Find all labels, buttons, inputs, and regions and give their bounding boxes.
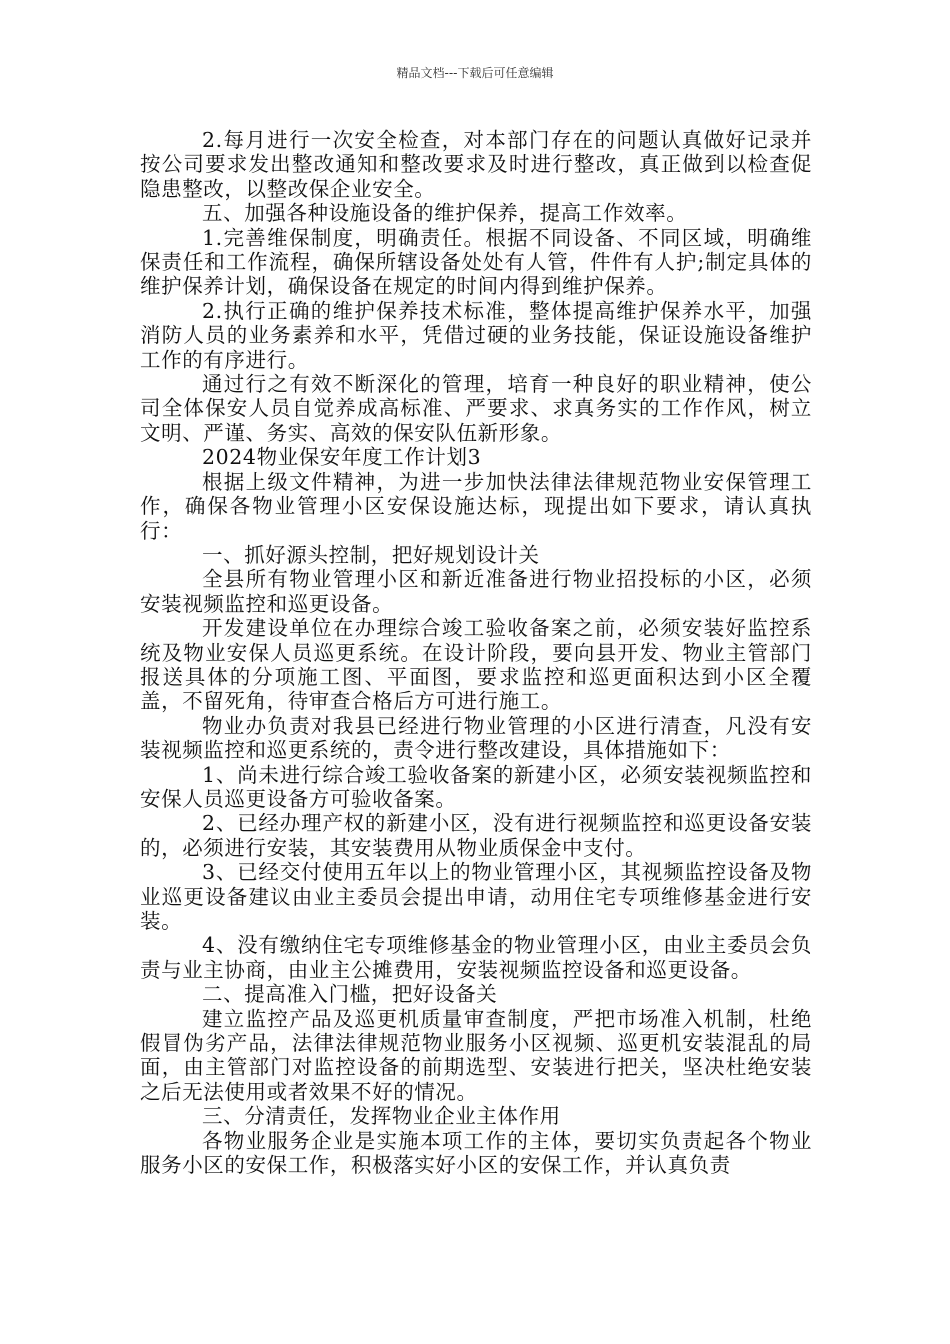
section-heading: 三、分清责任，发挥物业企业主体作用 [202,1104,561,1129]
section-heading: 五、加强各种设施设备的维护保养，提高工作效率。 [202,201,688,226]
paragraph: 2.每月进行一次安全检查，对本部门存在的问题认真做好记录并按公司要求发出整改通知和整改要求及时进行整改，真正做到以检查促隐患整改，以整改保企业安全。 [140,128,812,201]
paragraph: 开发建设单位在办理综合竣工验收备案之前，必须安装好监控系统及物业安保人员巡更系统。在设计阶段，要向县开发、物业主管部门报送具体的分项施工图、平面图，要求监控和巡更面积达到小区全覆盖，不留死角，待审查合格后方可进行施工。 [140,616,812,714]
paragraph: 物业办负责对我县已经进行物业管理的小区进行清查，凡没有安装视频监控和巡更系统的，责令进行整改建设，具体措施如下： [140,713,812,763]
section-heading: 一、抓好源头控制，把好规划设计关 [202,542,540,567]
paragraph: 1.完善维保制度，明确责任。根据不同设备、不同区域，明确维保责任和工作流程，确保所辖设备处处有人管，件件有人护;制定具体的维护保养计划，确保设备在规定的时间内得到维护保养。 [140,225,812,299]
list-item: 1、尚未进行综合竣工验收备案的新建小区，必须安装视频监控和安保人员巡更设备方可验收备案。 [140,762,812,811]
list-item: 2、已经办理产权的新建小区，没有进行视频监控和巡更设备安装的，必须进行安装，其安装费用从物业质保金中支付。 [140,811,812,860]
list-item: 4、没有缴纳住宅专项维修基金的物业管理小区，由业主委员会负责与业主协商，由业主公摊费用，安装视频监控设备和巡更设备。 [140,933,812,982]
paragraph: 各物业服务企业是实施本项工作的主体，要切实负责起各个物业服务小区的安保工作，积极落实好小区的安保工作，并认真负责 [140,1128,812,1178]
paragraph: 2.执行正确的维护保养技术标准，整体提高维护保养水平，加强消防人员的业务素养和水平，凭借过硬的业务技能，保证设施设备维护工作的有序进行。 [140,298,812,372]
paragraph: 建立监控产品及巡更机质量审查制度，严把市场准入机制，杜绝假冒伪劣产品，法律法律规范物业服务小区视频、巡更机安装混乱的局面，由主管部门对监控设备的前期选型、安装进行把关，坚决杜绝安装之后无法使用或者效果不好的情况。 [140,1006,812,1104]
paragraph: 全县所有物业管理小区和新近准备进行物业招投标的小区，必须安装视频监控和巡更设备。 [140,567,812,616]
section-heading: 二、提高准入门槛，把好设备关 [202,982,498,1007]
document-body [140,128,812,1177]
paragraph: 根据上级文件精神，为进一步加快法律法律规范物业安保管理工作，确保各物业管理小区安保设施达标，现提出如下要求，请认真执行： [140,469,812,543]
page-header: 精品文档---下载后可任意编辑 [396,66,554,80]
document-title: 2024物业保安年度工作计划3 [202,445,482,470]
list-item: 3、已经交付使用五年以上的物业管理小区，其视频监控设备及物业巡更设备建议由业主委员会提出申请，动用住宅专项维修基金进行安装。 [140,860,812,933]
paragraph: 通过行之有效不断深化的管理，培育一种良好的职业精神，使公司全体保安人员自觉养成高标准、严要求、求真务实的工作作风，树立文明、严谨、务实、高效的保安队伍新形象。 [140,372,812,445]
